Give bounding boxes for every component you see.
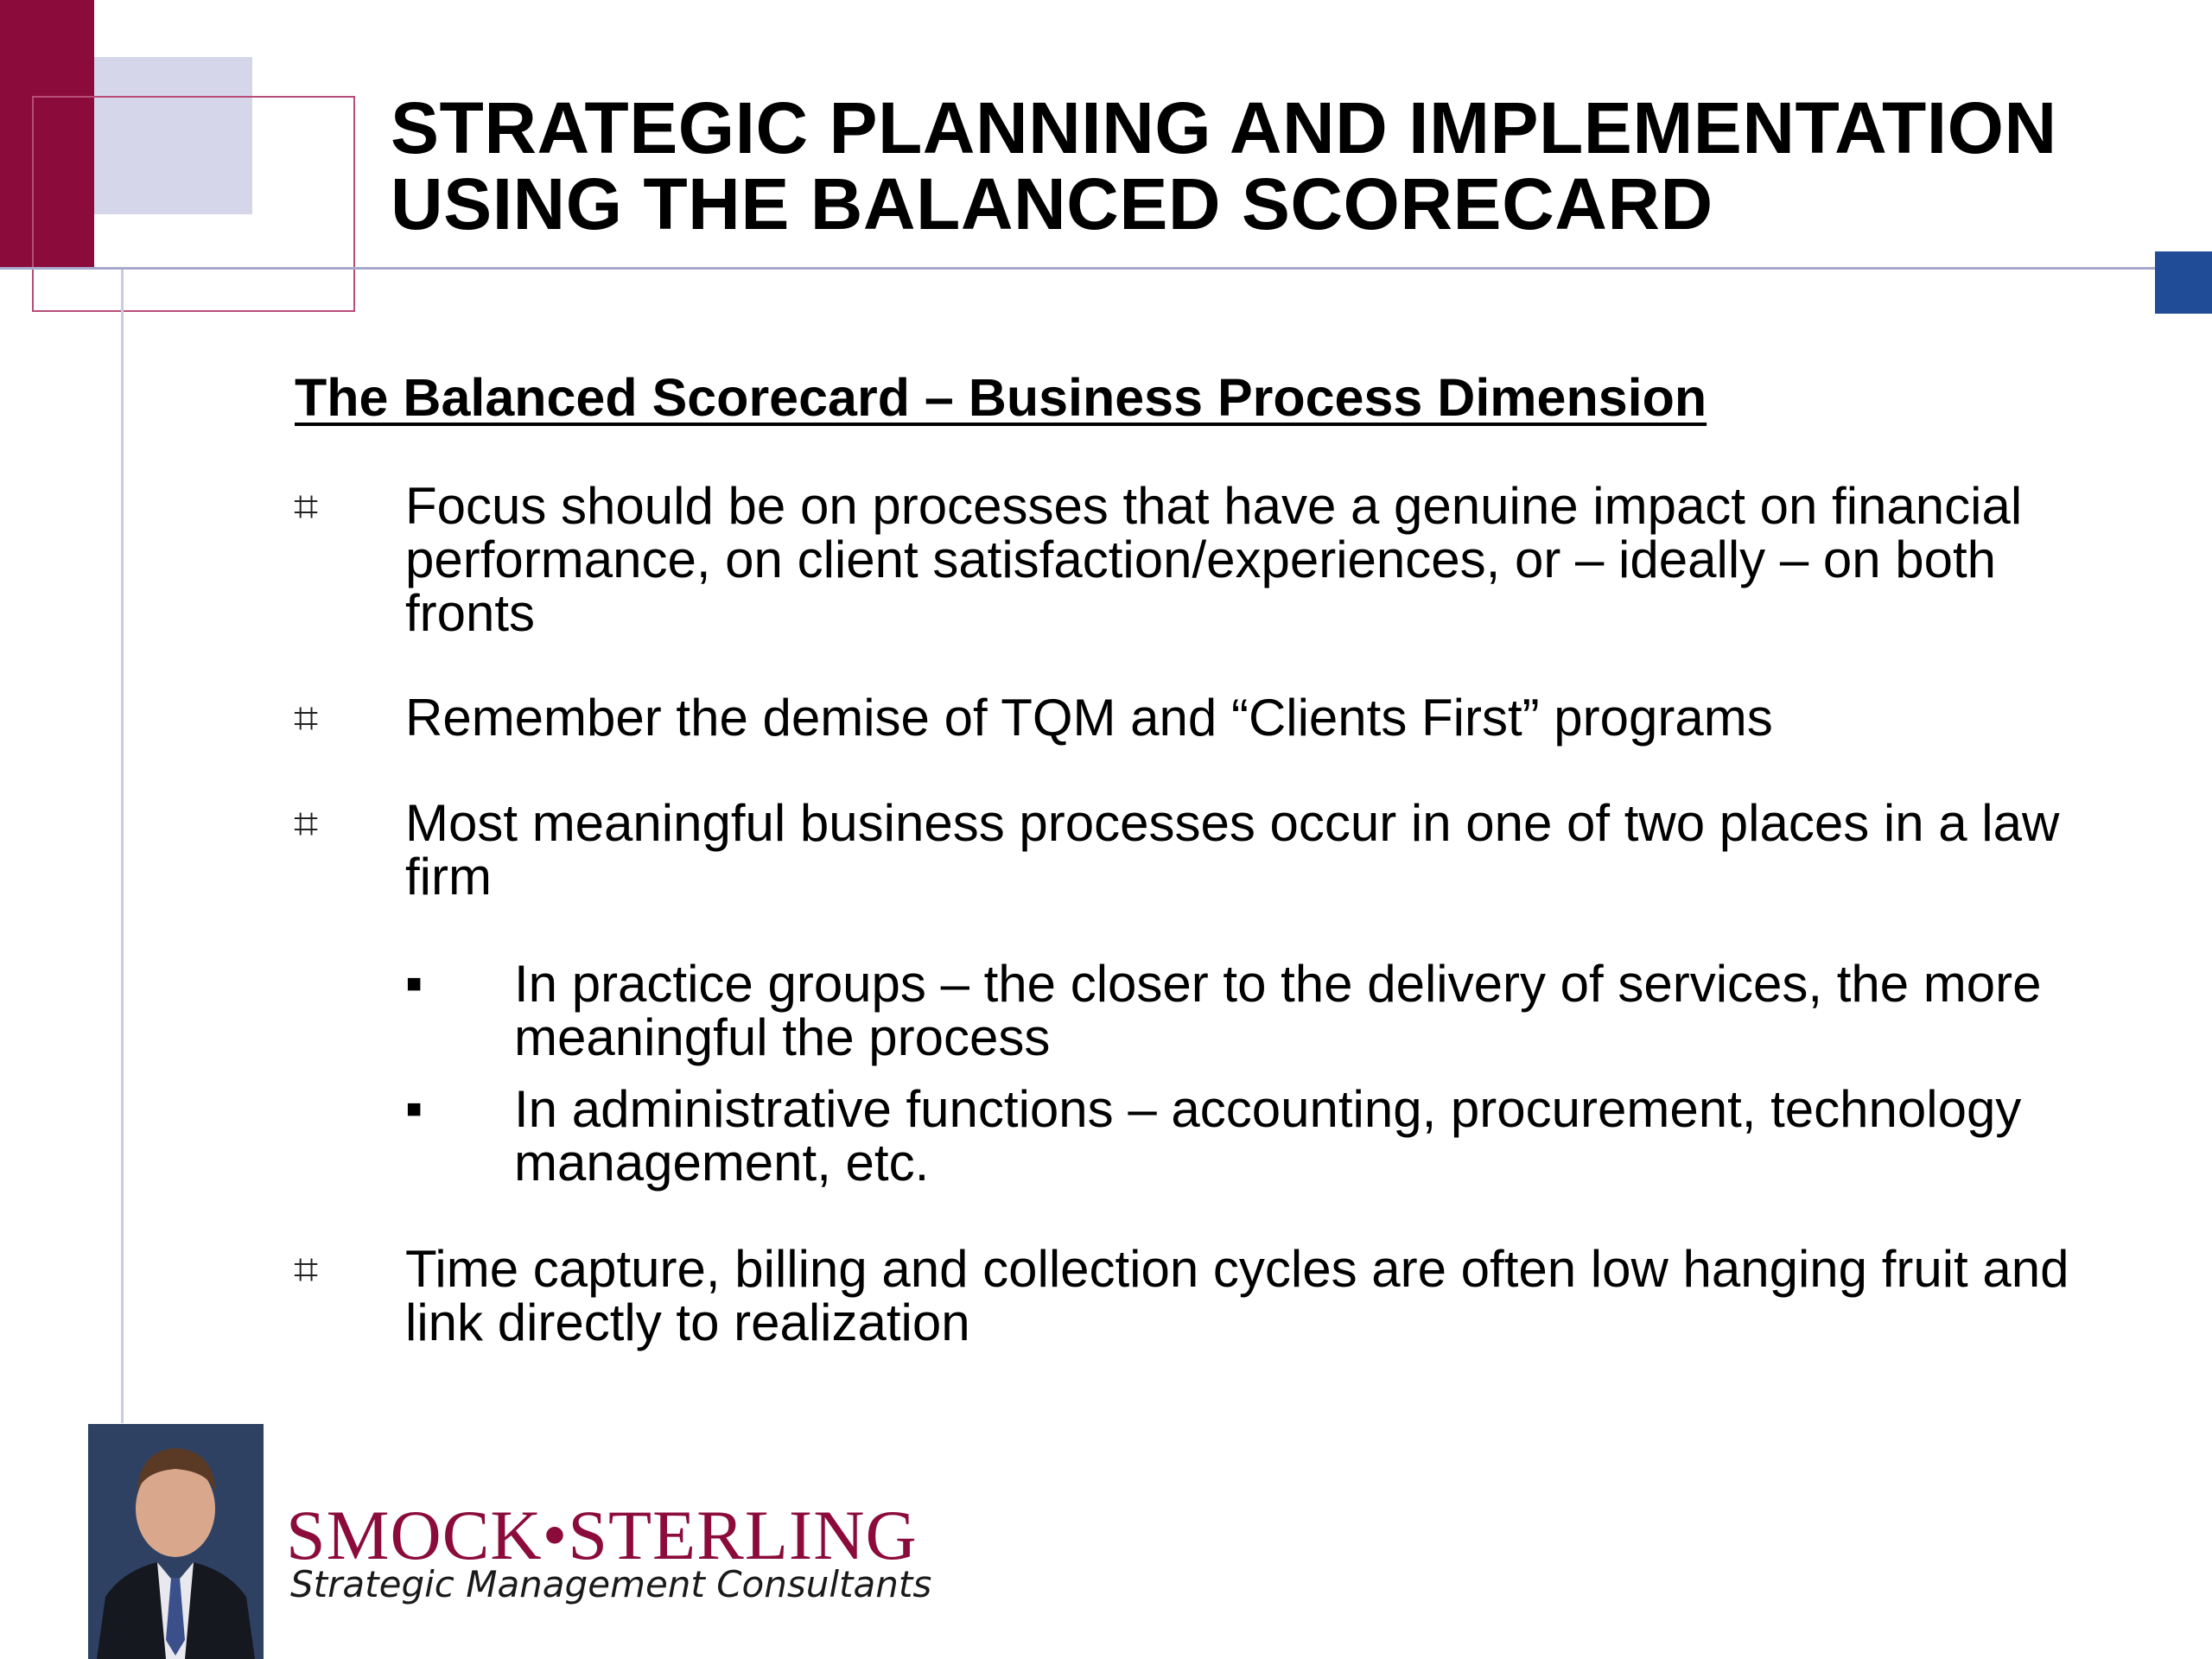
header-blue-block	[2155, 251, 2212, 314]
header-divider-line	[0, 267, 2157, 270]
slide-title	[391, 87, 2188, 245]
company-logo-tagline: Strategic Management Consultants	[290, 1563, 932, 1605]
bullet-text: Remember the demise of TQM and “Clients First” programs	[405, 689, 1773, 747]
bullet-text: Time capture, billing and collection cycles are often low hanging fruit and link directly to realization	[405, 1240, 2069, 1351]
section-heading: The Balanced Scorecard – Business Process Dimension	[295, 368, 1707, 427]
bullet-text: Most meaningful business processes occur in one of two places in a law firm	[405, 794, 2060, 906]
slide-title-line-2: USING THE BALANCED SCORECARD	[391, 163, 1713, 245]
hash-bullet-icon: ⌗	[294, 798, 319, 849]
sub-bullet-text: In practice groups – the closer to the delivery of services, the more meaningful the process	[514, 955, 2042, 1066]
left-vertical-rule	[121, 270, 124, 1423]
square-bullet-icon: ■	[406, 1095, 423, 1123]
slide-title-line-1: STRATEGIC PLANNING AND IMPLEMENTATION	[391, 87, 2057, 168]
hash-bullet-icon: ⌗	[294, 481, 319, 531]
header-outline-frame	[32, 96, 355, 312]
company-logo-name: SMOCK•STERLING	[286, 1496, 918, 1574]
hash-bullet-icon: ⌗	[294, 1244, 319, 1294]
sub-bullet-text: In administrative functions – accounting, procurement, technology management, etc.	[514, 1080, 2022, 1192]
hash-bullet-icon: ⌗	[294, 693, 319, 743]
bullet-text: Focus should be on processes that have a genuine impact on financial performance, on client satisfaction/experiences, or – ideally – on both fronts	[405, 477, 2023, 642]
portrait-image	[88, 1424, 264, 1659]
consultant-photo	[88, 1424, 264, 1659]
square-bullet-icon: ■	[406, 969, 423, 998]
